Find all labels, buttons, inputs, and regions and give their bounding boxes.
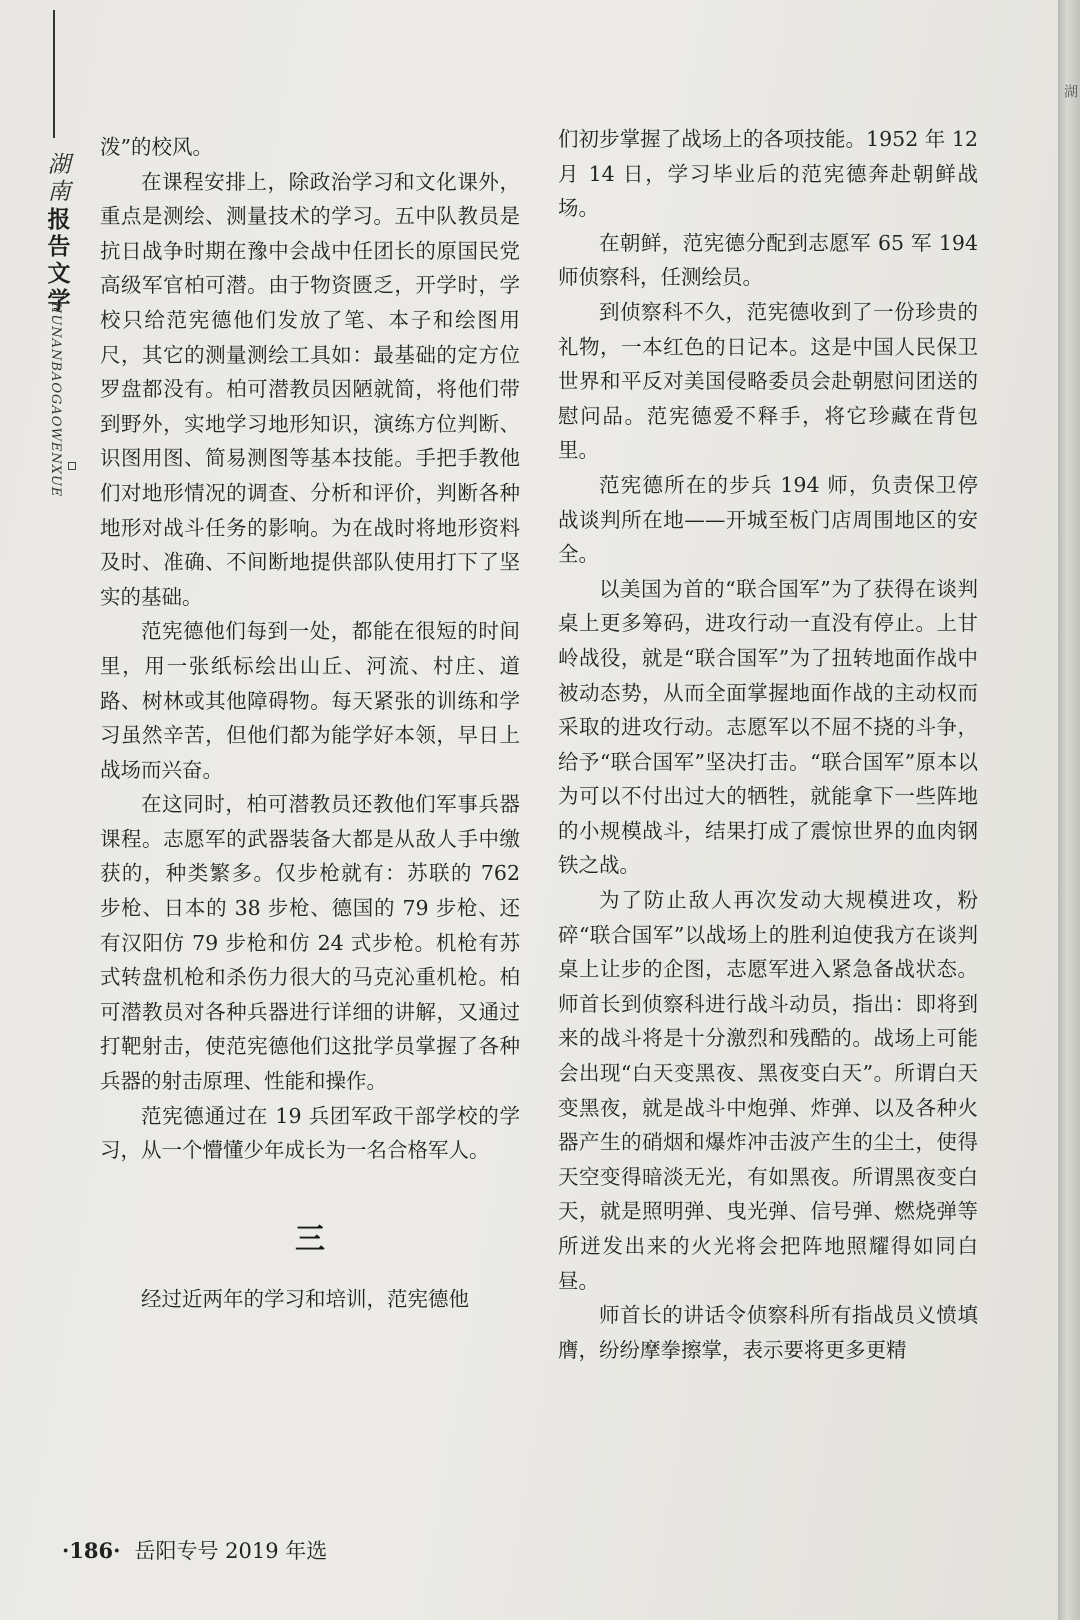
paragraph: 在这同时，柏可潜教员还教他们军事兵器课程。志愿军的武器装备大都是从敌人手中缴获的，种类繁多。仅步枪就有：苏联的 762 步枪、日本的 38 步枪、德国的 79 步枪、还有汉阳仿 79 步枪和仿 24 式步枪。机枪有苏式转盘机枪和杀伤力很大的马克沁重机枪。柏可潜教员对各种兵器进行详细的讲解，又通过打靶射击，使范宪德他们这批学员掌握了各种兵器的射击原理、性能和操作。 xyxy=(100,792,520,1094)
journal-side-branding xyxy=(36,10,76,498)
paragraph: 范宪德通过在 19 兵团军政干部学校的学习，从一个懵懂少年成长为一名合格军人。 xyxy=(100,1103,520,1163)
logo-char: 学 xyxy=(47,287,71,314)
paragraph: 为了防止敌人再次发动大规模进攻，粉碎“联合国军”以战场上的胜利迫使我方在谈判桌上让步的企图，志愿军进入紧急备战状态。师首长到侦察科进行战斗动员，指出：即将到来的战斗将是十分激烈和残酷的。战场上可能会出现“白天变黑夜、黑夜变白天”。所谓白天变黑夜，就是战斗中炮弹、炸弹、以及各种火器产生的硝烟和爆炸冲击波产生的尘土，使得天空变得暗淡无光，有如黑夜。所谓黑夜变白天，就是照明弹、曳光弹、信号弹、燃烧弹等所迸发出来的火光将会把阵地照耀得如同白昼。 xyxy=(558,888,978,1293)
paragraph: 经过近两年的学习和培训，范宪德他 xyxy=(141,1286,469,1311)
next-page-fragment: 湖 xyxy=(1062,84,1078,99)
paragraph: 范宪德所在的步兵 194 师，负责保卫停战谈判所在地——开城至板门店周围地区的安全。 xyxy=(558,472,978,567)
paragraph: 到侦察科不久，范宪德收到了一份珍贵的礼物，一本红色的日记本。这是中国人民保卫世界和平反对美国侵略委员会赴朝慰问团送的慰问品。范宪德爱不释手，将它珍藏在背包里。 xyxy=(558,299,978,463)
logo-char: 南 xyxy=(47,179,71,205)
journal-logo xyxy=(42,152,76,314)
right-text-column xyxy=(558,122,978,1367)
logo-char: 文 xyxy=(47,260,71,287)
paragraph: 师首长的讲话令侦察科所有指战员义愤填膺，纷纷摩拳擦掌，表示要将更多更精 xyxy=(558,1303,978,1362)
logo-char: 报 xyxy=(47,206,71,233)
section-heading: 三 xyxy=(295,1221,325,1257)
paragraph: 范宪德他们每到一处，都能在很短的时间里，用一张纸标绘出山丘、河流、村庄、道路、树林或其他障碍物。每天紧张的训练和学习虽然辛苦，但他们都为能学好本领，早日上战场而兴奋。 xyxy=(100,619,520,782)
next-page-edge xyxy=(1058,0,1080,1620)
paragraph: 以美国为首的“联合国军”为了获得在谈判桌上更多筹码，进攻行动一直没有停止。上甘岭战役，就是“联合国军”为了扭转地面作战中被动态势，从而全面掌握地面作战的主动权而采取的进攻行动。志愿军以不屈不挠的斗争，给予“联合国军”坚决打击。“联合国军”原本以为可以不付出过大的牺牲，就能拿下一些阵地的小规模战斗，结果打成了震惊世界的血肉钢铁之战。 xyxy=(558,576,978,878)
journal-pinyin: HUNANBAOGAOWENXUE xyxy=(48,302,63,498)
paragraph: 泼”的校风。 xyxy=(100,135,213,159)
paragraph: 在朝鲜，范宪德分配到志愿军 65 军 194 师侦察科，任测绘员。 xyxy=(558,230,978,290)
side-rule xyxy=(53,10,55,138)
left-text-column xyxy=(100,130,520,1316)
paragraph: 在课程安排上，除政治学习和文化课外，重点是测绘、测量技术的学习。五中队教员是抗日战争时期在豫中会战中任团长的原国民党高级军官柏可潜。由于物资匮乏，开学时，学校只给范宪德他们发放了笔、本子和绘图用尺，其它的测量测绘工具如：最基础的定方位罗盘都没有。柏可潜教员因陋就简，将他们带到野外，实地学习地形知识，演练方位判断、识图用图、简易测图等基本技能。手把手教他们对地形情况的调查、分析和评价，判断各种地形对战斗任务的影响。为在战时将地形资料及时、准确、不间断地提供部队使用打下了坚实的基础。 xyxy=(100,169,520,609)
logo-char: 告 xyxy=(47,233,71,260)
page-footer xyxy=(62,1535,327,1565)
logo-char: 湖 xyxy=(47,152,71,178)
paragraph: 们初步掌握了战场上的各项技能。1952 年 12 月 14 日，学习毕业后的范宪德奔赴朝鲜战场。 xyxy=(558,127,978,221)
page-number: ·186· xyxy=(62,1538,121,1563)
square-ornament xyxy=(68,462,76,470)
issue-label: 岳阳专号 2019 年选 xyxy=(134,1539,328,1563)
